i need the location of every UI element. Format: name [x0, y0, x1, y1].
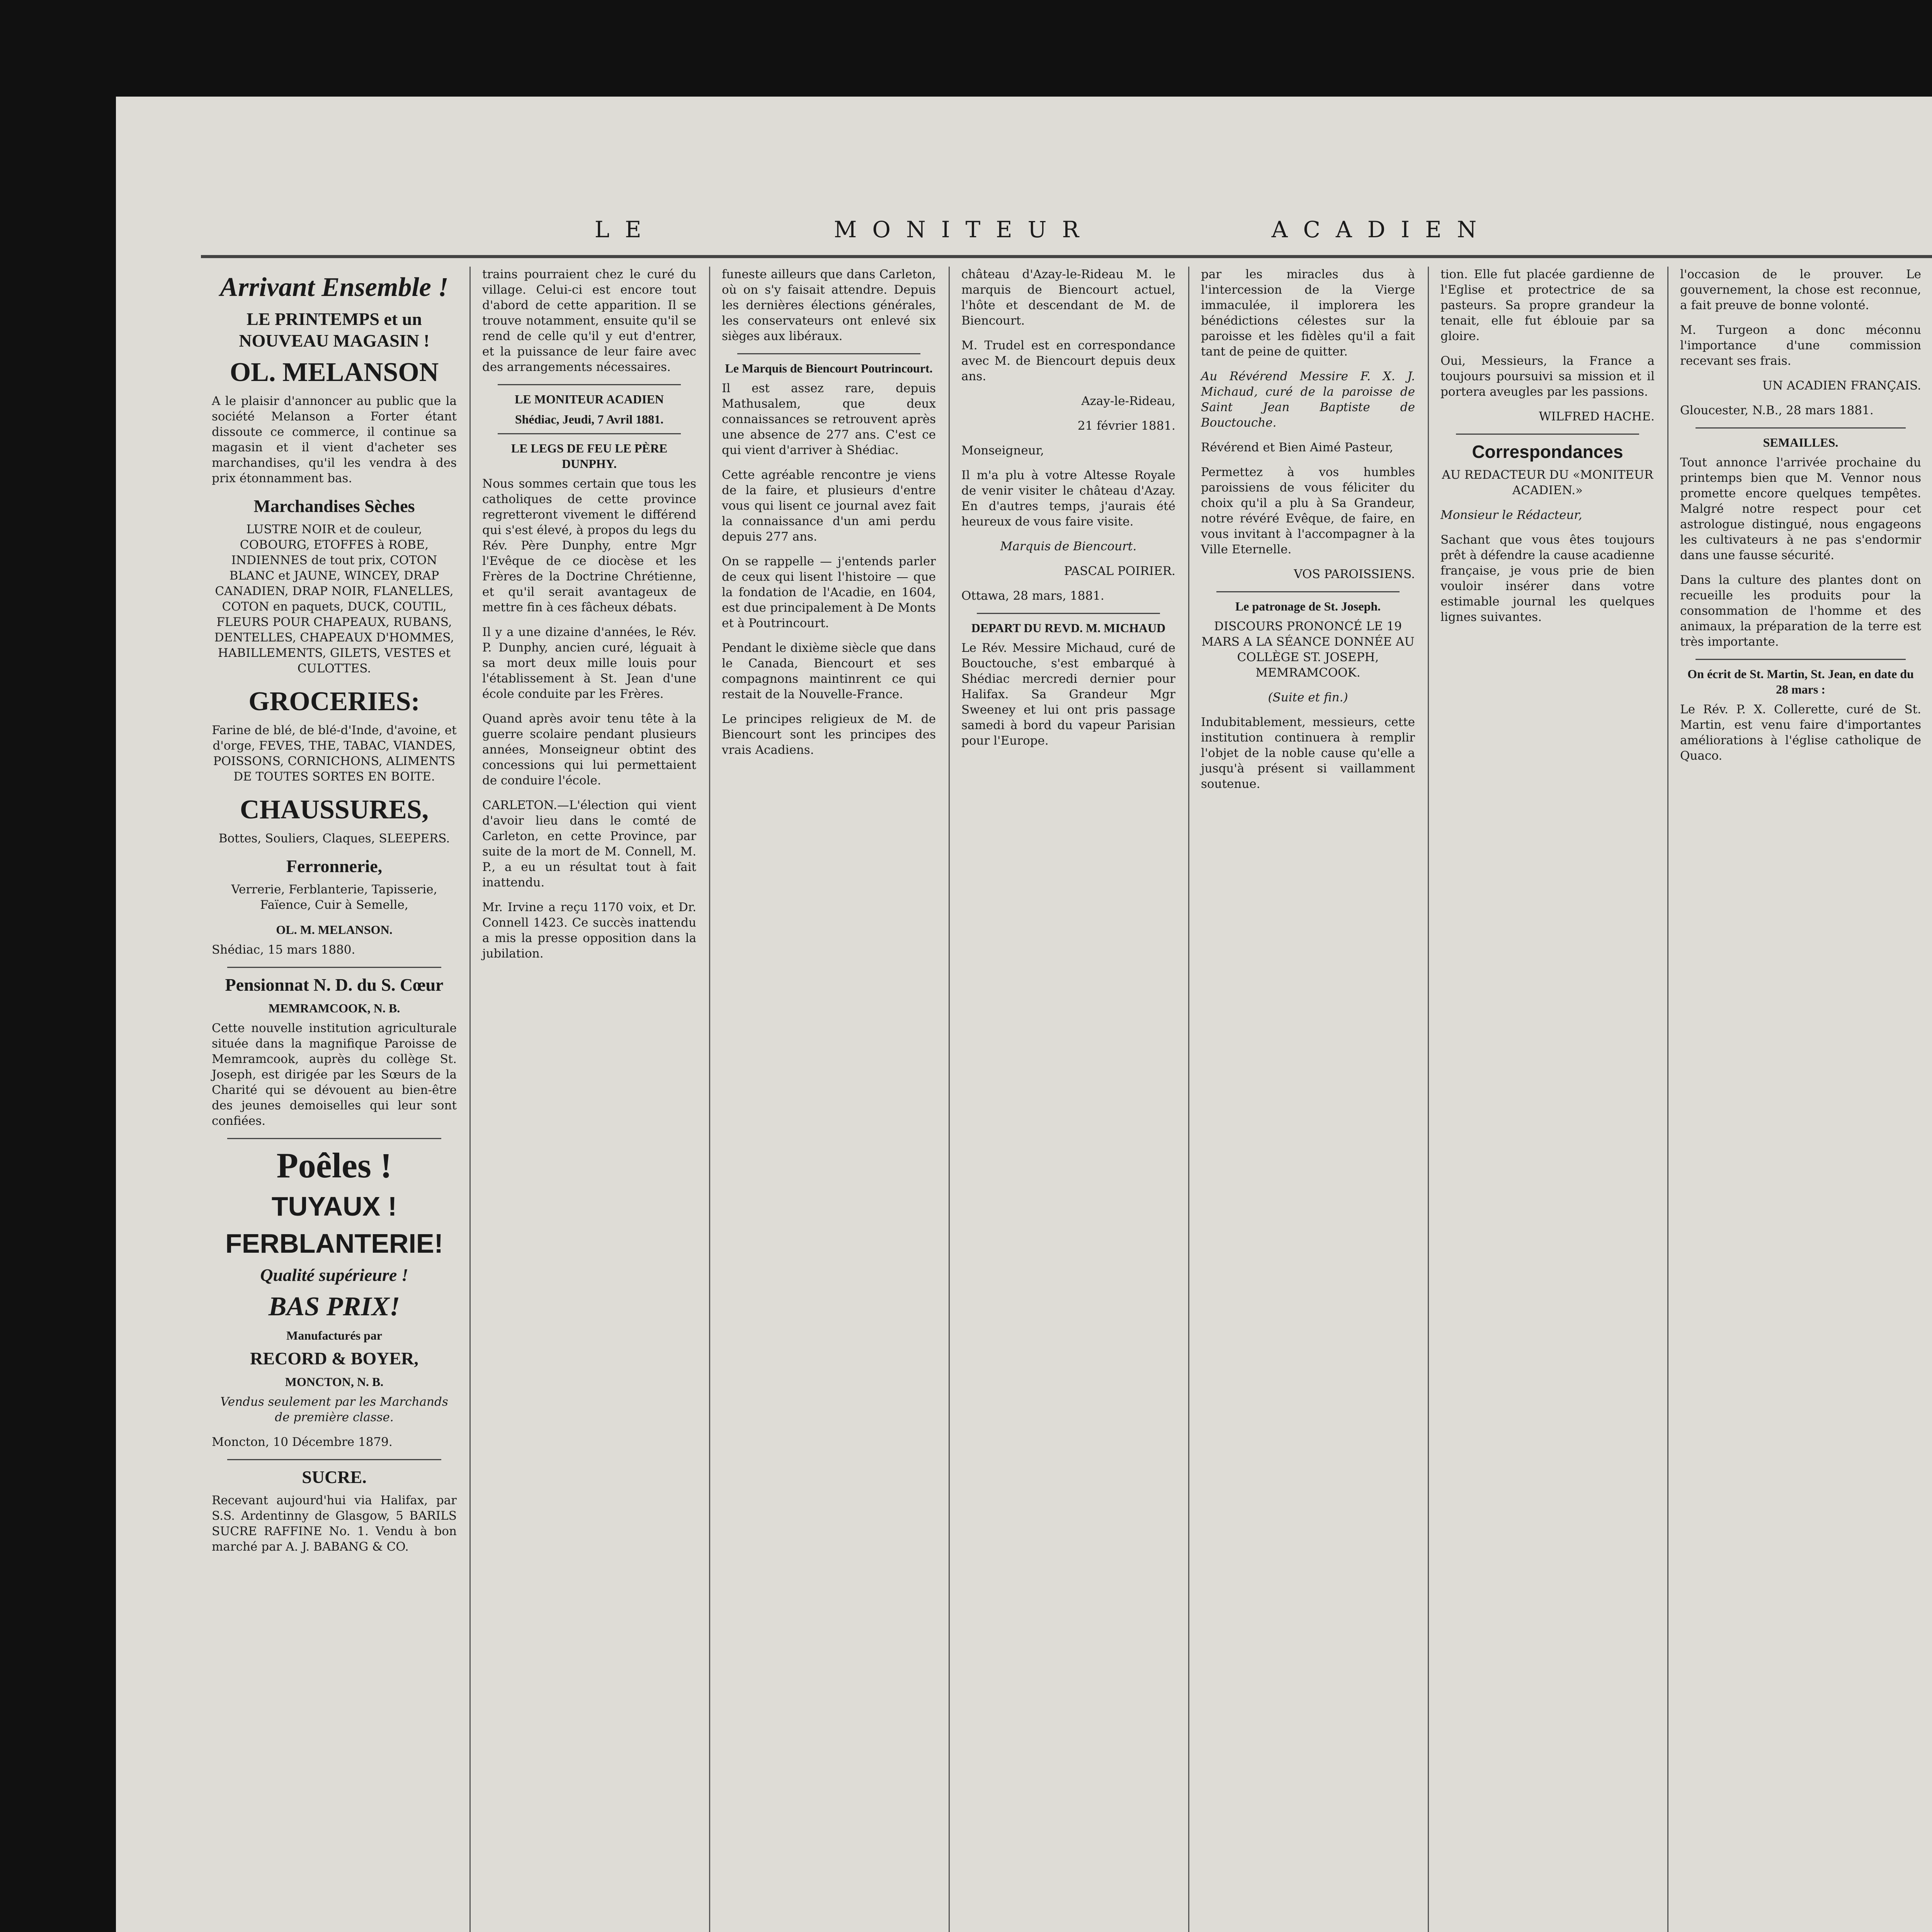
article-text: château d'Azay-le-Rideau M. le marquis de Biencourt actuel, l'hôte et descendant de M. de Biencourt.	[961, 267, 1175, 328]
author-name: WILFRED HACHE.	[1539, 410, 1655, 423]
column-7	[1669, 267, 1932, 1932]
dateline: Shédiac, Jeudi, 7 Avril 1881.	[515, 412, 664, 426]
convent-text: Cette nouvelle institution agriculturale située dans la magnifique Paroisse de Memramcook, auprès du collège St. Joseph, est dirigée par les Sœurs de la Charité qui se dévouent au bien-être des jeunes demoiselles qui leur sont confiées.	[212, 1021, 457, 1128]
article-text: trains pourraient chez le curé du village. Celui-ci est encore tout d'abord de cette apparition. Il se trouve notamment, ensuite qu'il se rend de celle qu'il y eut d'entrer, et la puissance de leur faire avec des arrangements nécessaires.	[482, 267, 696, 374]
sucre-heading: SUCRE.	[302, 1467, 367, 1487]
divider	[498, 384, 681, 385]
divider	[1216, 591, 1400, 592]
author-name: UN ACADIEN FRANÇAIS.	[1762, 379, 1921, 393]
ad-subtitle: LE PRINTEMPS et un NOUVEAU MAGASIN !	[239, 309, 430, 350]
article-subheading: DISCOURS PRONONCÉ LE 19 MARS A LA SÉANCE DONNÉE AU COLLÈGE ST. JOSEPH, MEMRAMCOOK.	[1201, 619, 1415, 680]
article-text: Il m'a plu à votre Altesse Royale de venir visiter le château d'Azay. En d'autres temps, j'aurais été heureux de vous faire visite.	[961, 468, 1175, 529]
article-text: Le Rév. Messire Michaud, curé de Bouctouche, s'est embarqué à Shédiac mercredi dernier pour Halifax. Sa Grandeur Mgr Sweeney et lui ont pris passage samedi à bord du vapeur Parisian pour l'Europe.	[961, 641, 1175, 748]
article-text: Sachant que vous êtes toujours prêt à défendre la cause acadienne française, je vous prie de bien vouloir insérer dans votre estimable journal les quelques lignes suivantes.	[1440, 533, 1655, 624]
article-headline: DEPART DU REVD. M. MICHAUD	[971, 621, 1166, 635]
column-rule	[1428, 267, 1429, 1932]
record-boyer: RECORD & BOYER,	[250, 1349, 418, 1368]
article-text: funeste ailleurs que dans Carleton, où on s'y faisait attendre. Depuis les dernières élections générales, les conservateurs ont enlevé six sièges aux libéraux.	[722, 267, 936, 343]
groceries-list: Farine de blé, de blé-d'Inde, d'avoine, et d'orge, FEVES, THE, TABAC, VIANDES, POISSONS, CORNICHONS, ALIMENTS DE TOUTES SORTES EN BOITE.	[212, 723, 457, 784]
article-text: Quand après avoir tenu tête à la guerre scolaire pendant plusieurs années, Monseigneur obtint des concessions qui lui permettaient de conduire l'école.	[482, 712, 696, 787]
article-text: l'occasion de le prouver. Le gouvernement, la chose est reconnue, a fait preuve de bonne volonté.	[1680, 267, 1921, 312]
hardware-list: Verrerie, Ferblanterie, Tapisserie, Faïence, Cuir à Semelle,	[231, 883, 437, 912]
article-text: Cette agréable rencontre je viens de la faire, et plusieurs d'entre vous qui lisent ce journal avez fait la connaissance d'un ami perdu depuis 277 ans.	[722, 468, 936, 544]
article-headline: Le Marquis de Biencourt Poutrincourt.	[725, 361, 933, 375]
masthead-right: ACADIEN	[1271, 216, 1492, 243]
letter-place: Azay-le-Rideau,	[1081, 394, 1175, 408]
ad-signature: OL. M. MELANSON.	[276, 923, 393, 937]
vendus-line: Vendus seulement par les Marchands de première classe.	[220, 1395, 448, 1424]
divider	[977, 613, 1160, 614]
article-headline: LE LEGS DE FEU LE PÈRE DUNPHY.	[511, 441, 668, 471]
article-headline: Le patronage de St. Joseph.	[1235, 599, 1381, 613]
article-text: Nous sommes certain que tous les catholiques de cette province regretteront vivement le différend qui s'est élevé, à propos du legs du Rév. Père Dunphy, entre Mgr l'Evêque de ce diocèse et les Frères de la Doctrine Chrétienne, et qu'il serait avantageux de mettre fin à ces fâcheux débats.	[482, 477, 696, 614]
bas-prix: BAS PRIX!	[268, 1292, 400, 1321]
article-text: par les miracles dus à l'intercession de la Vierge immaculée, il implorera les bénédictions célestes sur la paroisse et les fidèles qu'il a fait tant de peine de quitter.	[1201, 267, 1415, 359]
address-line: Au Révérend Messire F. X. J. Michaud, curé de la paroisse de Saint Jean Baptiste de Bouctouche.	[1201, 369, 1415, 430]
ad-title: Arrivant Ensemble !	[220, 272, 449, 302]
article-text: M. Turgeon a donc méconnu l'importance d'une commission recevant ses frais.	[1680, 323, 1921, 368]
masthead-left: LE	[594, 216, 657, 243]
divider	[1696, 659, 1906, 660]
article-dateline: Ottawa, 28 mars, 1881.	[961, 589, 1104, 603]
article-text: Indubitablement, messieurs, cette institution continuera à remplir l'objet de la noble cause qu'elle a jusqu'à présent si vaillamment soutenue.	[1201, 715, 1415, 791]
ad-text: A le plaisir d'annoncer au public que la société Melanson a Forter étant dissoute ce commerce, il continue sa magasin et il vient d'acheter ses marchandises, qu'il les vendra à des prix étonnamment bas.	[212, 394, 457, 485]
column-3	[711, 267, 947, 1932]
masthead	[116, 216, 1932, 243]
column-rule	[949, 267, 950, 1932]
tuyaux-heading: TUYAUX !	[271, 1191, 397, 1221]
article-text: Oui, Messieurs, la France a toujours poursuivi sa mission et il portera aveugles par les passions.	[1440, 354, 1655, 399]
divider	[1456, 434, 1639, 435]
article-text: tion. Elle fut placée gardienne de l'Eglise et protectrice de sa pasteurs. Sa propre grandeur la tenait, elle fut éblouie par sa gloire.	[1440, 267, 1655, 343]
qualite-line: Qualité supérieure !	[260, 1265, 408, 1285]
article-text: On se rappelle — j'entends parler de ceux qui lisent l'histoire — que la fondation de l'Acadie, en 1604, est due principalement à De Monts et à Poutrincourt.	[722, 554, 936, 630]
ad-owner: OL. MELANSON	[230, 357, 439, 387]
article-text: Permettez à vos humbles paroissiens de vous féliciter du choix qu'il a plu à Sa Grandeur, notre révéré Evêque, de faire, en vous invitant à l'accompagner à la Ville Eternelle.	[1201, 465, 1415, 556]
ferblanterie-heading: FERBLANTERIE!	[225, 1228, 443, 1259]
shoes-list: Bottes, Souliers, Claques, SLEEPERS.	[218, 832, 450, 845]
article-text: M. Trudel est en correspondance avec M. de Biencourt depuis deux ans.	[961, 338, 1175, 383]
article-text: Pendant le dixième siècle que dans le Canada, Biencourt et ses compagnons maintinrent ce qui restait de la Nouvelle-France.	[722, 641, 936, 701]
divider	[227, 967, 441, 968]
column-4	[951, 267, 1186, 1932]
letter-salutation: Monsieur le Rédacteur,	[1440, 508, 1582, 522]
divider	[1696, 427, 1906, 429]
convent-place: MEMRAMCOOK, N. B.	[268, 1001, 400, 1015]
divider	[227, 1459, 441, 1460]
letter-salutation: Révérend et Bien Aimé Pasteur,	[1201, 440, 1393, 454]
column-2	[471, 267, 707, 1932]
letter-date: 21 février 1881.	[1077, 419, 1175, 433]
column-rule	[1188, 267, 1189, 1932]
address-line: AU REDACTEUR DU «MONITEUR ACADIEN.»	[1442, 468, 1653, 497]
column-5	[1190, 267, 1426, 1932]
ad-signature-place: Shédiac, 15 mars 1880.	[212, 943, 355, 957]
article-text: Le principes religieux de M. de Biencourt sont les principes des vrais Acadiens.	[722, 712, 936, 757]
column-rule	[469, 267, 471, 1932]
sucre-text: Recevant aujourd'hui via Halifax, par S.S. Ardentinny de Glasgow, 5 BARILS SUCRE RAFFINE No. 1. Vendu à bon marché par A. J. BABANG & CO.	[212, 1493, 457, 1554]
article-text: CARLETON.—L'élection qui vient d'avoir lieu dans le comté de Carleton, en cette Province, par suite de la mort de M. Connell, M. P., a eu un résultat tout à fait inattendu.	[482, 798, 696, 889]
article-text: Il est assez rare, depuis Mathusalem, que deux connaissances se retrouvent après une absence de 277 ans. C'est ce qui vient d'arriver à Shédiac.	[722, 381, 936, 457]
ad-stock-list: LUSTRE NOIR et de couleur, COBOURG, ETOFFES à ROBE, INDIENNES de tout prix, COTON BLANC et JAUNE, WINCEY, DRAP CANADIEN, DRAP NOIR, FLANELLES, COTON en paquets, DUCK, COUTIL, FLEURS POUR CHAPEAUX, RUBANS, DENTELLES, CHAPEAUX D'HOMMES, HABILLEMENTS, GILETS, VESTES et CULOTTES.	[214, 522, 454, 675]
article-text: Le Rév. P. X. Collerette, curé de St. Martin, est venu faire d'importantes améliorations à l'église catholique de Quaco.	[1680, 702, 1921, 763]
column-rule	[709, 267, 710, 1932]
poeles-heading: Poêles !	[276, 1146, 392, 1185]
moncton-date: Moncton, 10 Décembre 1879.	[212, 1435, 393, 1449]
section-heading: Correspondances	[1472, 442, 1623, 462]
column-6	[1430, 267, 1665, 1932]
column-ads	[201, 267, 468, 1932]
manufactured-by: Manufacturés par	[286, 1328, 382, 1342]
article-headline: SEMAILLES.	[1763, 435, 1838, 449]
divider	[227, 1138, 441, 1139]
suite-note: (Suite et fin.)	[1268, 690, 1348, 704]
moncton: MONCTON, N. B.	[285, 1375, 384, 1389]
journal-name: LE MONITEUR ACADIEN	[515, 392, 664, 406]
ad-stock-heading: Marchandises Sèches	[253, 496, 415, 516]
groceries-heading: GROCERIES:	[248, 687, 420, 716]
masthead-rule	[201, 255, 1932, 258]
column-rule	[1667, 267, 1668, 1932]
article-headline: On écrit de St. Martin, St. Jean, en date du 28 mars :	[1687, 667, 1914, 696]
letter-salutation: Monseigneur,	[961, 444, 1044, 457]
letter-signature: Marquis de Biencourt.	[1000, 539, 1137, 553]
article-text: Tout annonce l'arrivée prochaine du printemps bien que M. Vennor nous promette encore quelques tempêtes. Malgré notre respect pour cet astrologue distingué, nous engageons les cultivateurs à ne pas s'endormir dans une fausse sécurité.	[1680, 456, 1921, 562]
letter-signature: VOS PAROISSIENS.	[1294, 567, 1415, 581]
convent-heading: Pensionnat N. D. du S. Cœur	[225, 975, 444, 995]
masthead-center: MONITEUR	[834, 216, 1095, 243]
article-text: Mr. Irvine a reçu 1170 voix, et Dr. Connell 1423. Ce succès inattendu a mis la presse opposition dans la jubilation.	[482, 900, 696, 961]
author-name: PASCAL POIRIER.	[1064, 564, 1175, 578]
shoes-heading: CHAUSSURES,	[240, 795, 429, 825]
article-dateline: Gloucester, N.B., 28 mars 1881.	[1680, 403, 1874, 417]
divider	[498, 433, 681, 434]
article-text: Il y a une dizaine d'années, le Rév. P. Dunphy, ancien curé, léguait à sa mort deux mille louis pour l'établissement à St. Jean d'une école conduite par les Frères.	[482, 625, 696, 701]
divider	[737, 353, 920, 354]
hardware-heading: Ferronnerie,	[286, 856, 383, 876]
article-text: Dans la culture des plantes dont on recueille les produits pour la consommation de l'homme et des animaux, la préparation de la terre est très importante.	[1680, 573, 1921, 649]
